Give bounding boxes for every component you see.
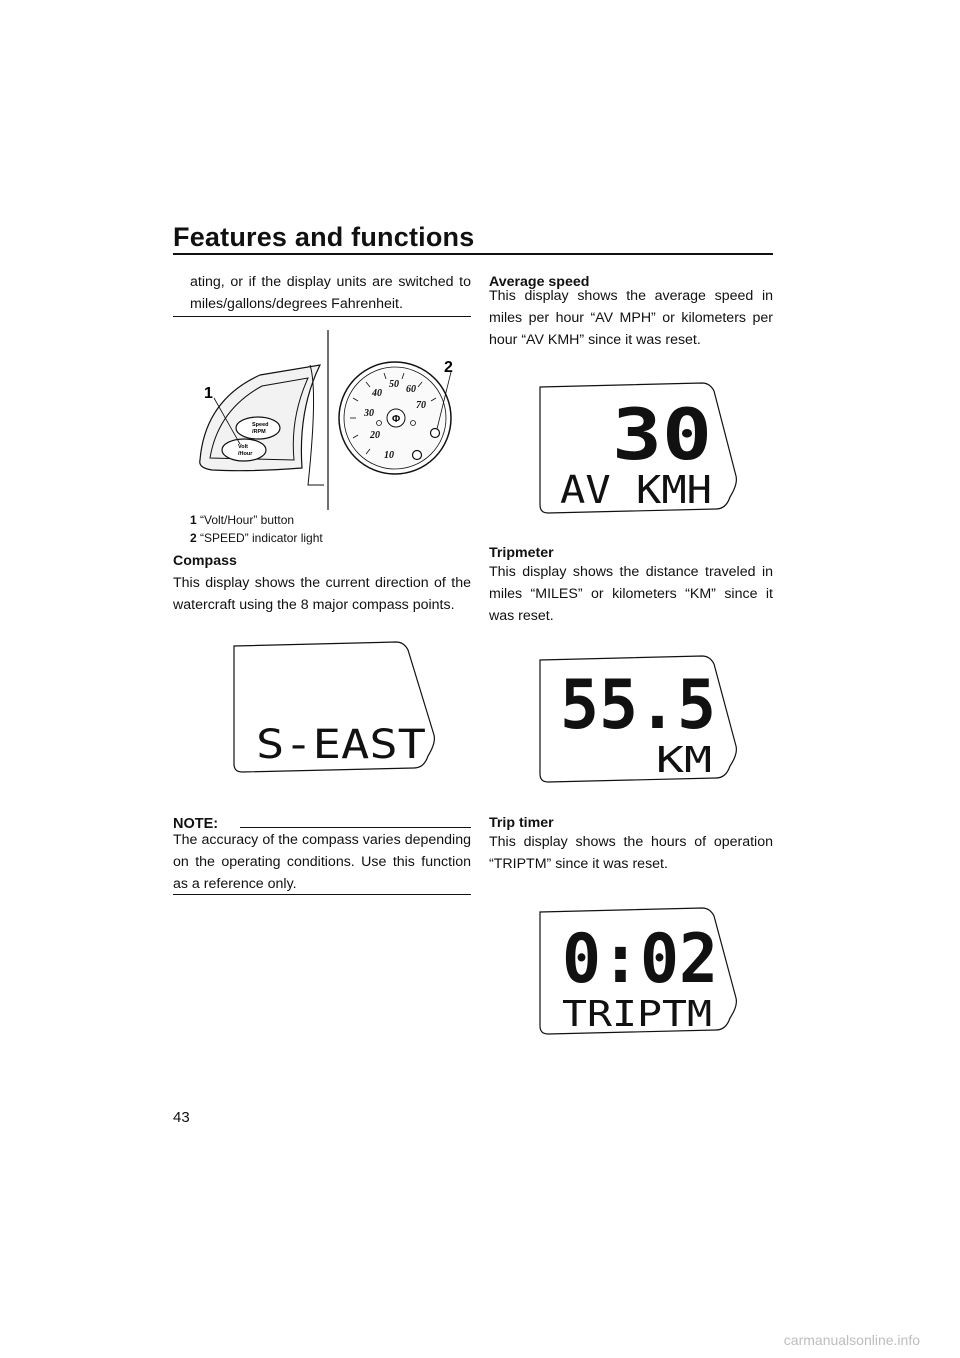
watermark: carmanualsonline.info: [783, 1332, 920, 1348]
svg-text:/RPM: /RPM: [252, 429, 266, 435]
callout-1: 1: [204, 385, 213, 402]
svg-text:70: 70: [416, 400, 426, 411]
figure-caption-2: 2 “SPEED” indicator light: [190, 531, 323, 545]
svg-text:Φ: Φ: [392, 414, 401, 425]
trip-timer-lcd-display: [534, 906, 740, 1036]
figure-caption-1: 1 “Volt/Hour” button: [190, 513, 295, 527]
average-speed-lcd-display: [534, 381, 740, 515]
note-label: NOTE:: [173, 816, 219, 832]
trip-timer-text: This display shows the hours of operation “TRIPTM” since it was reset.: [489, 834, 773, 872]
section-rule: [173, 316, 471, 317]
svg-text:30: 30: [364, 408, 374, 419]
svg-text:50: 50: [389, 379, 399, 390]
note-rule-bottom: [173, 894, 471, 895]
speed-indicator-light: [431, 429, 440, 438]
lcd-compass-text: S-EAST: [256, 722, 426, 768]
note-text: The accuracy of the compass varies depending on the operating conditions. Use this function as a reference only.: [173, 832, 471, 892]
svg-text:Volt: Volt: [238, 444, 248, 450]
svg-text:Speed: Speed: [252, 422, 269, 428]
lcd-average-speed-value: 30: [612, 394, 712, 476]
svg-text:20: 20: [370, 430, 380, 441]
lcd-trip-timer-value: 0:02: [562, 920, 718, 999]
lcd-average-speed-label: AV KMH: [560, 468, 712, 512]
header-rule: [173, 253, 773, 255]
speed-rpm-button: [236, 417, 280, 439]
lcd-trip-timer-label: TRIPTM: [562, 994, 712, 1035]
intro-paragraph: ating, or if the display units are switched to miles/gallons/degrees Fahrenheit.: [190, 274, 471, 312]
lcd-tripmeter-label: KM: [656, 740, 712, 781]
compass-text: This display shows the current direction of the watercraft using the 8 major compass points.: [173, 575, 471, 613]
svg-text:/Hour: /Hour: [238, 451, 253, 457]
svg-text:60: 60: [406, 384, 416, 395]
callout-2: 2: [444, 359, 453, 376]
compass-heading: Compass: [173, 553, 237, 569]
svg-text:10: 10: [384, 450, 394, 461]
tripmeter-lcd-display: [534, 654, 740, 784]
note-rule-top: [240, 827, 471, 828]
average-speed-text: This display shows the average speed in miles per hour “AV MPH” or kilometers per hour “AV KMH” since it was reset.: [489, 288, 773, 348]
average-speed-heading: Average speed: [489, 274, 590, 290]
tripmeter-heading: Tripmeter: [489, 545, 554, 561]
trip-timer-heading: Trip timer: [489, 815, 554, 831]
volt-hour-button: [222, 439, 266, 461]
page-title: Features and functions: [173, 222, 475, 252]
tripmeter-text: This display shows the distance traveled in miles “MILES” or kilometers “KM” since it was reset.: [489, 564, 773, 624]
svg-text:40: 40: [372, 388, 382, 399]
figure-gauge-and-button: [190, 330, 460, 510]
compass-lcd-display: [228, 640, 440, 774]
page-number: 43: [173, 1109, 190, 1126]
lcd-tripmeter-value: 55.5: [560, 666, 716, 745]
